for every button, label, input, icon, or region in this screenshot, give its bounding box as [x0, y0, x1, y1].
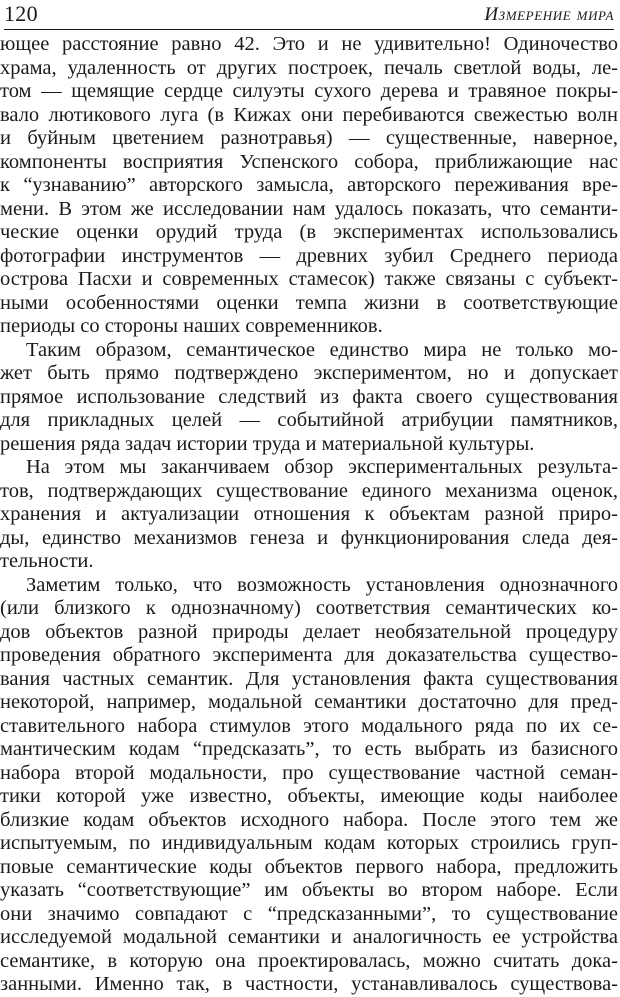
text-line: семантике, в которую она проектировалась, можно считать дока-	[0, 949, 618, 972]
text-line: близкие кодам объектов исходного набора. После этого тем же	[0, 808, 618, 831]
text-line: испытуемым, по индивидуальным кодам которых строились груп-	[0, 832, 618, 854]
text-line: периоды со стороны наших современников.	[0, 315, 383, 337]
text-line: некоторой, например, модальной семантики достаточно для пред-	[0, 691, 618, 713]
text-line: фотографии инструментов — древних зубил Среднего периода	[0, 244, 618, 267]
text-line: жет быть прямо подтверждено экспериментом, но и допускает	[0, 362, 618, 384]
text-line: ставительного набора стимулов этого модального ряда по их се-	[0, 714, 618, 737]
text-line: дов объектов разной природы делает необязательной процедуру	[0, 620, 618, 643]
text-body	[0, 33, 618, 997]
text-line: ды, единство механизмов генеза и функционирования следа дея-	[0, 526, 618, 549]
text-line: ными особенностями оценки темпа жизни в соответствующие	[0, 291, 618, 314]
text-line: мени. В этом же исследовании нам удалось показать, что семанти-	[0, 197, 618, 220]
text-line: решения ряда задач истории труда и материальной культуры.	[0, 432, 535, 455]
text-line: проведения обратного эксперимента для доказательства существо-	[0, 644, 618, 666]
running-head	[4, 0, 614, 30]
text-line: хранения и актуализации отношения к объектам разной приро-	[0, 503, 618, 525]
text-line: На этом мы заканчиваем обзор экспериментальных результа-	[26, 456, 618, 478]
text-line: прямое использование следствий из факта своего существования	[0, 385, 618, 408]
text-line: Заметим только, что возможность установления однозначного	[26, 573, 618, 596]
text-line: ческие оценки орудий труда (в экспериментах использовались	[0, 221, 618, 243]
text-line: тов, подтверждающих существование единого механизма оценок,	[0, 479, 618, 502]
text-line: к “узнаванию” авторского замысла, авторского переживания вре-	[0, 174, 618, 196]
text-line: они значимо совпадают с “предсказанными”, то существование	[0, 902, 618, 925]
text-line: вания частных семантик. Для установления факта существования	[0, 667, 618, 690]
text-line: компоненты восприятия Успенского собора, приближающие нас	[0, 150, 618, 173]
text-line: и буйным цветением разнотравья) — существенные, наверное,	[0, 127, 618, 149]
text-line: тельности.	[0, 550, 94, 572]
paragraph	[0, 339, 618, 457]
page-number: 120	[4, 1, 38, 26]
text-line: вало лютикового луга (в Кижах они перебиваются свежестью волн	[0, 103, 618, 126]
text-line: (или близкого к однозначному) соответствия семантических ко-	[0, 597, 618, 619]
text-line: мантическим кодам “предсказать”, то есть выбрать из базисного	[0, 738, 618, 760]
running-title: Измерение мира	[484, 4, 614, 25]
text-line: набора второй модальности, про существование частной семан-	[0, 761, 618, 784]
paragraph	[0, 33, 618, 339]
text-line: том — щемящие сердце силуэты сухого дерева и травяное покры-	[0, 80, 618, 102]
text-line: повые семантические коды объектов первого набора, предложить	[0, 855, 618, 878]
text-line: для прикладных целей — событийной атрибуции памятников,	[0, 409, 618, 431]
text-line: тики которой уже известно, объекты, имеющие коды наиболее	[0, 785, 618, 807]
text-line: ющее расстояние равно 42. Это и не удивительно! Одиночество	[0, 33, 618, 55]
text-line: храма, удаленность от других построек, печаль светлой воды, ле-	[0, 56, 618, 79]
header-rule	[4, 29, 614, 30]
text-line: острова Пасхи и современных стамесок) также связаны с субъект-	[0, 268, 618, 290]
text-line: указать “соответствующие” им объекты во втором наборе. Если	[0, 879, 618, 901]
text-line: занными. Именно так, в частности, устанавливалось существова-	[0, 973, 618, 995]
text-line: исследуемой модальной семантики и аналогичность ее устройства	[0, 926, 618, 948]
text-line: Таким образом, семантическое единство мира не только мо-	[26, 338, 618, 361]
paragraph	[0, 456, 618, 574]
paragraph	[0, 574, 618, 997]
